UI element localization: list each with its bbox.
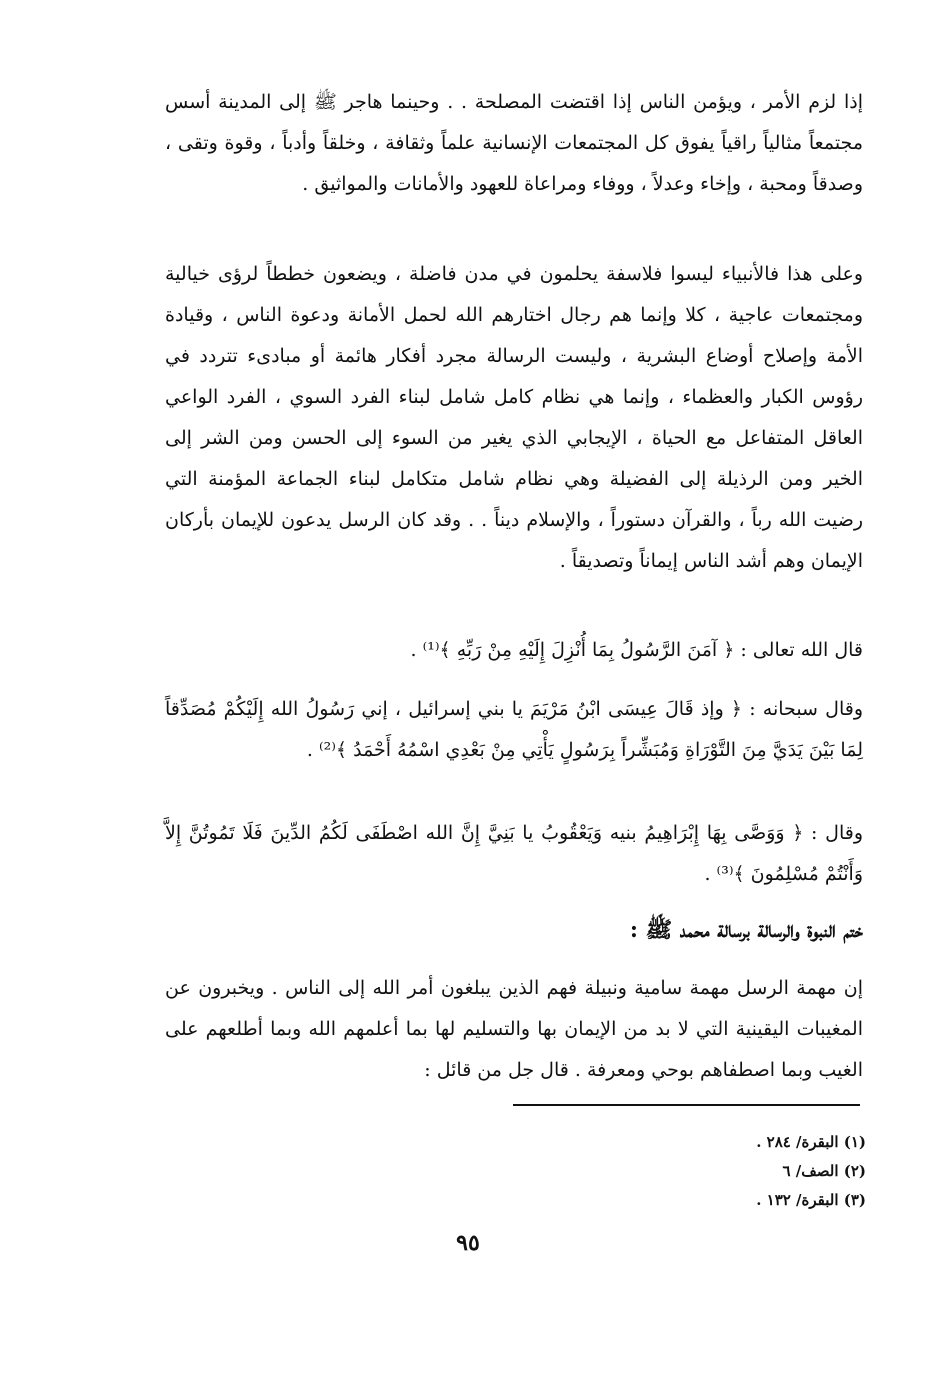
footnote-2: (٢) الصف/ ٦ (782, 1162, 866, 1180)
page-number: ٩٥ (456, 1230, 480, 1256)
paragraph-prophets: وعلى هذا فالأنبياء ليسوا فلاسفة يحلمون في مدن فاضلة ، ويضعون خططاً لرؤى خيالية ومجتمعات عاجية ، كلا وإنما هم رجال اختارهم الله لحمل الأمانة ودعوة الناس ، وقيادة الأمة وإصلاح أوضاع البشرية ، وليست الرسالة مجرد أفكار هائمة أو مبادىء تتردد في رؤوس الكبار والعظماء ، وإنما هي نظام كامل شامل لبناء الفرد السوي ، الفرد الواعي العاقل المتفاعل مع الحياة ، الإيجابي الذي يغير من السوء إلى الحسن ومن الشر إلى الخير ومن الرذيلة إلى الفضيلة وهي نظام شامل متكامل لبناء الجماعة المؤمنة التي رضيت الله رباً ، والقرآن دستوراً ، والإسلام ديناً . . وقد كان الرسل يدعون للإيمان بأركان الإيمان وهم أشد الناس إيماناً وتصديقاً . (165, 263, 863, 572)
paragraph-messengers: إن مهمة الرسل مهمة سامية ونبيلة فهم الذين يبلغون أمر الله إلى الناس . ويخبرون عن المغيبات اليقينية التي لا بد من الإيمان بها والتسليم لها بما أعلمهم الله وبما أطلعهم على الغيب وبما اصطفاهم بوحي ومعرفة . قال جل من قائل : (165, 977, 863, 1081)
quote-verse-2: وقال سبحانه : ﴿ وإذ قَالَ عِيسَى ابْنُ مَرْيَمَ يا بني إسرائيل ، إني رَسُولُ الله إِلَيْكُمْ مُصَدِّقاً لِمَا بَيْنَ يَدَيَّ مِنَ التَّوْرَاةِ وَمُبَشِّراً بِرَسُولٍ يَأْتِي مِنْ بَعْدِي اسْمُهُ أَحْمَدُ ﴾⁽²⁾ . (165, 698, 863, 761)
paragraph-hijra: إذا لزم الأمر ، ويؤمن الناس إذا اقتضت المصلحة . . وحينما هاجر ﷺ إلى المدينة أسس مجتمعاً مثالياً راقياً يفوق كل المجتمعات الإنسانية علماً وثقافة ، وخلقاً وأدباً ، وقوة وتقى ، وصدقاً ومحبة ، وإخاء وعدلاً ، ووفاء ومراعاة للعهود والأمانات والمواثيق . (165, 91, 863, 195)
footnote-1: (١) البقرة/ ٢٨٤ . (756, 1133, 866, 1151)
footnote-3: (٣) البقرة/ ١٣٢ . (756, 1191, 866, 1209)
footnotes (756, 1128, 866, 1215)
footnote-divider (513, 1104, 860, 1106)
quote-verse-1: قال الله تعالى : ﴿ آمَنَ الرَّسُولُ بِمَا أُنْزِلَ إِلَيْهِ مِنْ رَبِّهِ ﴾⁽¹⁾ . (410, 639, 863, 661)
quote-verse-3: وقال : ﴿ وَوَصَّى بِهَا إِبْرَاهِيمُ بنيه وَيَعْقُوبُ يا بَنِيَّ إِنَّ الله اصْطَفَى لَكُمُ الدِّينَ فَلَا تَمُوتُنَّ إِلاَّ وَأَنْتُمْ مُسْلِمُونَ ﴾⁽³⁾ . (165, 822, 863, 885)
section-heading: ختم النبوة والرسالة برسالة محمد ﷺ : (629, 917, 863, 943)
